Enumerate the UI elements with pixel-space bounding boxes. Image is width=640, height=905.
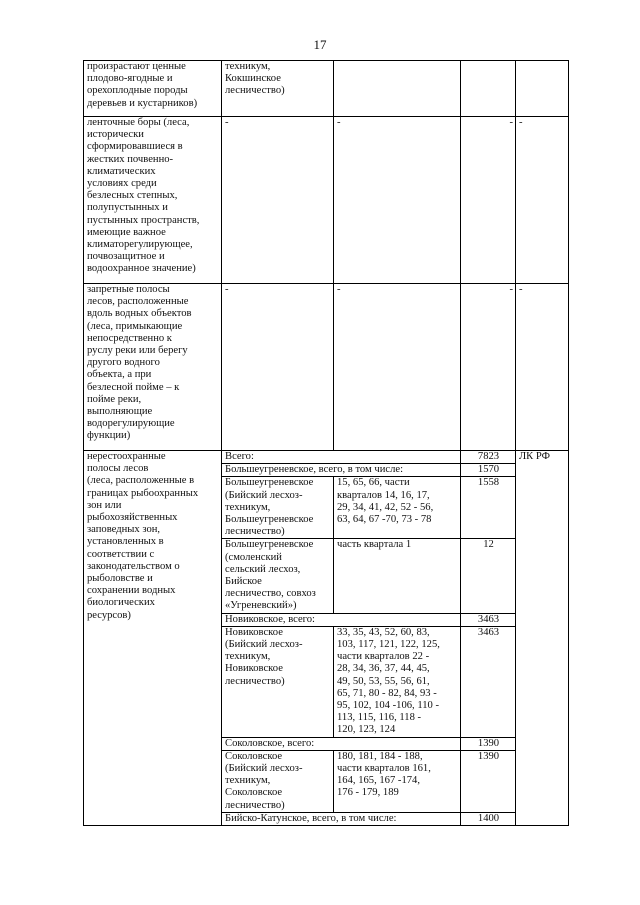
area-cell: 3463 (461, 613, 516, 626)
area-cell: - (461, 284, 516, 451)
quarters-cell: - (334, 284, 461, 451)
quarters-cell: 15, 65, 66, части кварталов 14, 16, 17, 29, 34, 41, 42, 52 - 56, 63, 64, 67 -70, 73 - 78 (334, 477, 461, 539)
forestry-location-cell: Большеугреневское (Бийский лесхоз- техникум, Большеугреневское лесничество) (222, 477, 334, 539)
forest-category-cell: произрастают ценные плодово-ягодные и орехоплодные породы деревьев и кустарников) (84, 61, 222, 117)
area-cell: 12 (461, 539, 516, 613)
area-cell: 1570 (461, 464, 516, 477)
forest-category-cell: нерестоохранные полосы лесов (леса, расположенные в границах рыбоохранных зон или рыбохозяйственных заповедных зон, установленных в соответствии с законодательством о рыболовстве и сохранении водных биологических ресурсов) (84, 451, 222, 826)
legal-basis-cell: - (516, 284, 569, 451)
quarters-cell (334, 61, 461, 117)
legal-basis-cell: - (516, 117, 569, 284)
quarters-cell: 180, 181, 184 - 188, части кварталов 161, 164, 165, 167 -174, 176 - 179, 189 (334, 750, 461, 812)
forest-category-cell: запретные полосы лесов, расположенные вдоль водных объектов (леса, примыкающие непосредственно к руслу реки или берегу другого водного объекта, а при безлесной пойме – к пойме реки, выполняющие водорегулирующие функции) (84, 284, 222, 451)
forest-category-cell: ленточные боры (леса, исторически сформировавшиеся в жестких почвенно- климатических условиях среди безлесных степных, полупустынных и пустынных пространств, имеющие важное климаторегулирующее, почвозащитное и водоохранное значение) (84, 117, 222, 284)
forestry-location-cell: - (222, 117, 334, 284)
subtotal-label-cell: Соколовское, всего: (222, 737, 461, 750)
area-cell: - (461, 117, 516, 284)
subtotal-label-cell: Новиковское, всего: (222, 613, 461, 626)
table-row (84, 61, 569, 117)
area-cell: 1558 (461, 477, 516, 539)
area-cell (461, 61, 516, 117)
area-cell: 7823 (461, 451, 516, 464)
forestry-location-cell: - (222, 284, 334, 451)
quarters-cell: - (334, 117, 461, 284)
quarters-cell: часть квартала 1 (334, 539, 461, 613)
legal-basis-cell: ЛК РФ (516, 451, 569, 826)
protective-forests-table (83, 60, 569, 826)
area-cell: 1390 (461, 750, 516, 812)
table-row (84, 117, 569, 284)
total-label-cell: Всего: (222, 451, 461, 464)
legal-basis-cell (516, 61, 569, 117)
area-cell: 1400 (461, 812, 516, 825)
table-row (84, 284, 569, 451)
table-row (84, 451, 569, 464)
page-number: 17 (313, 37, 327, 52)
forestry-location-cell: Соколовское (Бийский лесхоз- техникум, Соколовское лесничество) (222, 750, 334, 812)
forestry-location-cell: техникум, Кокшинское лесничество) (222, 61, 334, 117)
forestry-location-cell: Большеугреневское (смоленский сельский лесхоз, Бийское лесничество, совхоз «Угреневский») (222, 539, 334, 613)
forestry-location-cell: Новиковское (Бийский лесхоз- техникум, Новиковское лесничество) (222, 626, 334, 737)
area-cell: 3463 (461, 626, 516, 737)
subtotal-label-cell: Бийско-Катунское, всего, в том числе: (222, 812, 461, 825)
quarters-cell: 33, 35, 43, 52, 60, 83, 103, 117, 121, 122, 125, части кварталов 22 - 28, 34, 36, 37, 44, 45, 49, 50, 53, 55, 56, 61, 65, 71, 80 - 82, 84, 93 - 95, 102, 104 -106, 110 - 113, 115, 116, 118 - 120, 123, 124 (334, 626, 461, 737)
area-cell: 1390 (461, 737, 516, 750)
subtotal-label-cell: Большеугреневское, всего, в том числе: (222, 464, 461, 477)
